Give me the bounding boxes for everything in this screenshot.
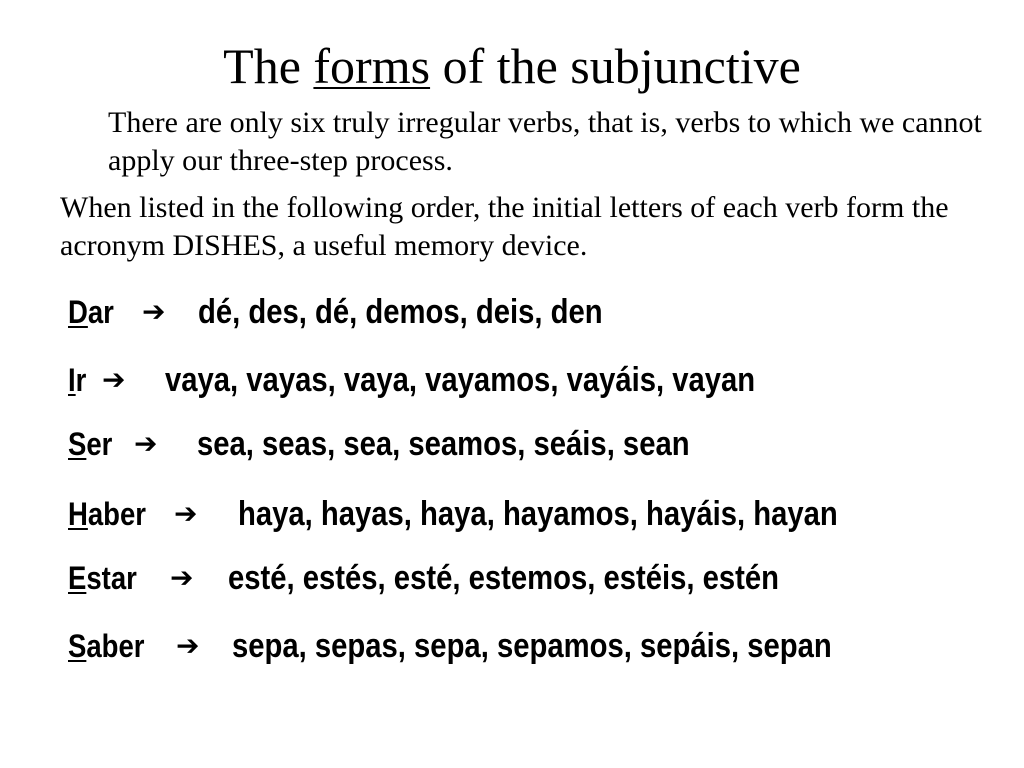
verb-rest: ar: [87, 294, 114, 330]
title-underlined-word: forms: [313, 38, 431, 94]
verb-initial: S: [68, 426, 87, 462]
title-text-before: The: [223, 38, 314, 94]
verb-rest: er: [86, 426, 113, 462]
verb-name: [68, 422, 112, 466]
acronym-paragraph: When listed in the following order, the initial letters of each verb form the acronym DISHES, a useful memory device.: [60, 191, 949, 262]
verb-name: [68, 290, 114, 334]
verb-rest: aber: [87, 496, 147, 532]
slide-title: [0, 36, 1024, 96]
verb-rest: aber: [86, 628, 145, 664]
verb-name: [68, 556, 137, 600]
verb-name: [68, 358, 86, 402]
verb-forms: haya, hayas, haya, hayamos, hayáis, hayan: [238, 495, 838, 533]
verb-forms: sepa, sepas, sepa, sepamos, sepáis, sepan: [232, 627, 832, 665]
verb-forms: esté, estés, esté, estemos, estéis, estén: [228, 559, 780, 597]
verb-initial: E: [68, 560, 87, 596]
verb-initial: I: [68, 362, 76, 398]
arrow-right-icon: ➔: [134, 427, 158, 460]
verb-name: [68, 492, 146, 536]
arrow-right-icon: ➔: [142, 295, 166, 328]
verb-rest: star: [86, 560, 137, 596]
arrow-right-icon: ➔: [174, 497, 198, 530]
intro-paragraph: There are only six truly irregular verbs, that is, verbs to which we cannot apply our three-step process.: [108, 106, 982, 177]
verb-name: [68, 624, 144, 668]
verb-forms: sea, seas, sea, seamos, seáis, sean: [197, 425, 690, 463]
verb-initial: D: [68, 294, 88, 330]
arrow-right-icon: ➔: [176, 629, 200, 662]
verb-initial: S: [68, 628, 87, 664]
verb-rest: r: [75, 362, 87, 398]
arrow-right-icon: ➔: [170, 561, 194, 594]
arrow-right-icon: ➔: [102, 363, 126, 396]
verb-forms: vaya, vayas, vaya, vayamos, vayáis, vayan: [165, 361, 756, 399]
title-text-after: of the subjunctive: [430, 38, 801, 94]
verb-forms: dé, des, dé, demos, deis, den: [198, 293, 603, 331]
verb-initial: H: [68, 496, 88, 532]
